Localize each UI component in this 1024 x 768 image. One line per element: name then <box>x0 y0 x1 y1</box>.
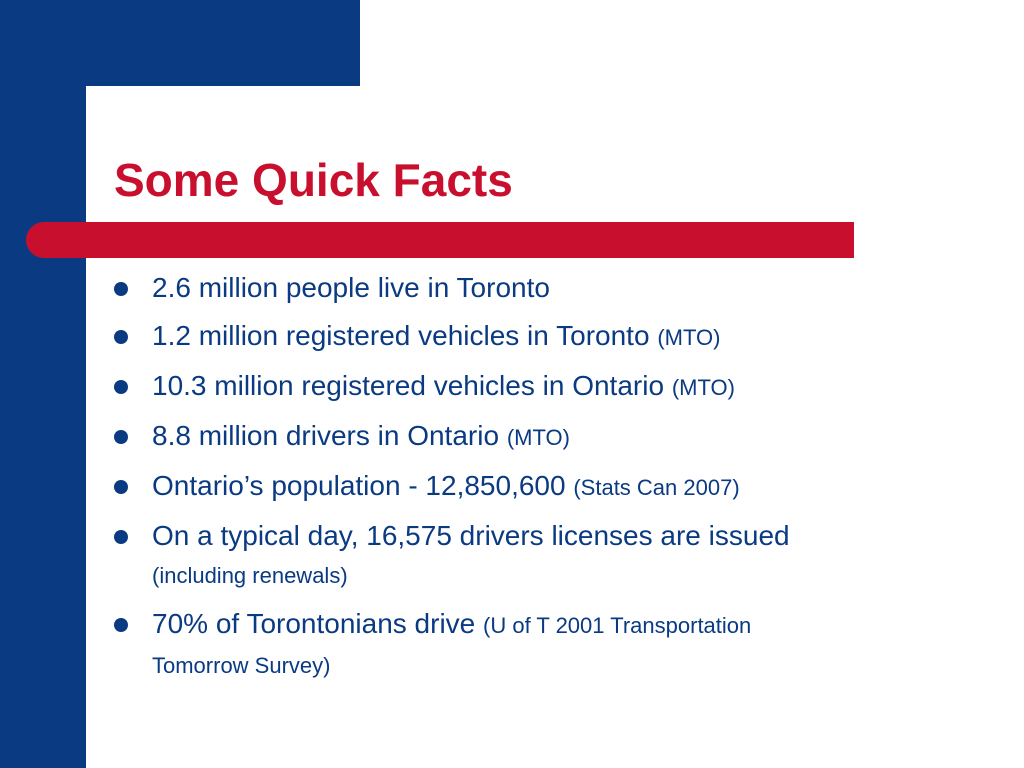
fact-item <box>106 366 966 408</box>
slide-title: Some Quick Facts <box>114 154 513 206</box>
bullet-dot-icon <box>114 282 128 296</box>
fact-text: Ontario’s population - 12,850,600 <box>152 470 566 501</box>
fact-item <box>106 516 966 596</box>
fact-source: (Stats Can 2007) <box>573 475 740 500</box>
fact-item <box>106 268 966 308</box>
fact-text: 10.3 million registered vehicles in Ontario <box>152 370 665 401</box>
navy-left-band <box>0 0 86 768</box>
bullet-dot-icon <box>114 480 128 494</box>
fact-text: 2.6 million people live in Toronto <box>152 272 550 303</box>
fact-text: 70% of Torontonians drive <box>152 608 476 639</box>
fact-text: 8.8 million drivers in Ontario <box>152 420 500 451</box>
bullet-dot-icon <box>114 330 128 344</box>
title-underline-bar <box>26 222 854 258</box>
bullet-dot-icon <box>114 618 128 632</box>
fact-source: (U of T 2001 Transportation <box>483 613 752 638</box>
fact-item <box>106 466 966 508</box>
fact-item <box>106 316 966 358</box>
fact-source: (MTO) <box>657 325 721 350</box>
fact-text: On a typical day, 16,575 drivers licenses are issued <box>152 520 790 551</box>
fact-source: (MTO) <box>506 425 570 450</box>
fact-source: (MTO) <box>671 375 735 400</box>
fact-source: (including renewals) <box>152 563 348 588</box>
bullet-dot-icon <box>114 530 128 544</box>
bullet-dot-icon <box>114 380 128 394</box>
fact-source-continued: Tomorrow Survey) <box>152 653 331 678</box>
fact-text: 1.2 million registered vehicles in Toronto <box>152 320 650 351</box>
fact-list <box>106 268 966 694</box>
fact-item <box>106 604 966 686</box>
bullet-dot-icon <box>114 430 128 444</box>
fact-item <box>106 416 966 458</box>
